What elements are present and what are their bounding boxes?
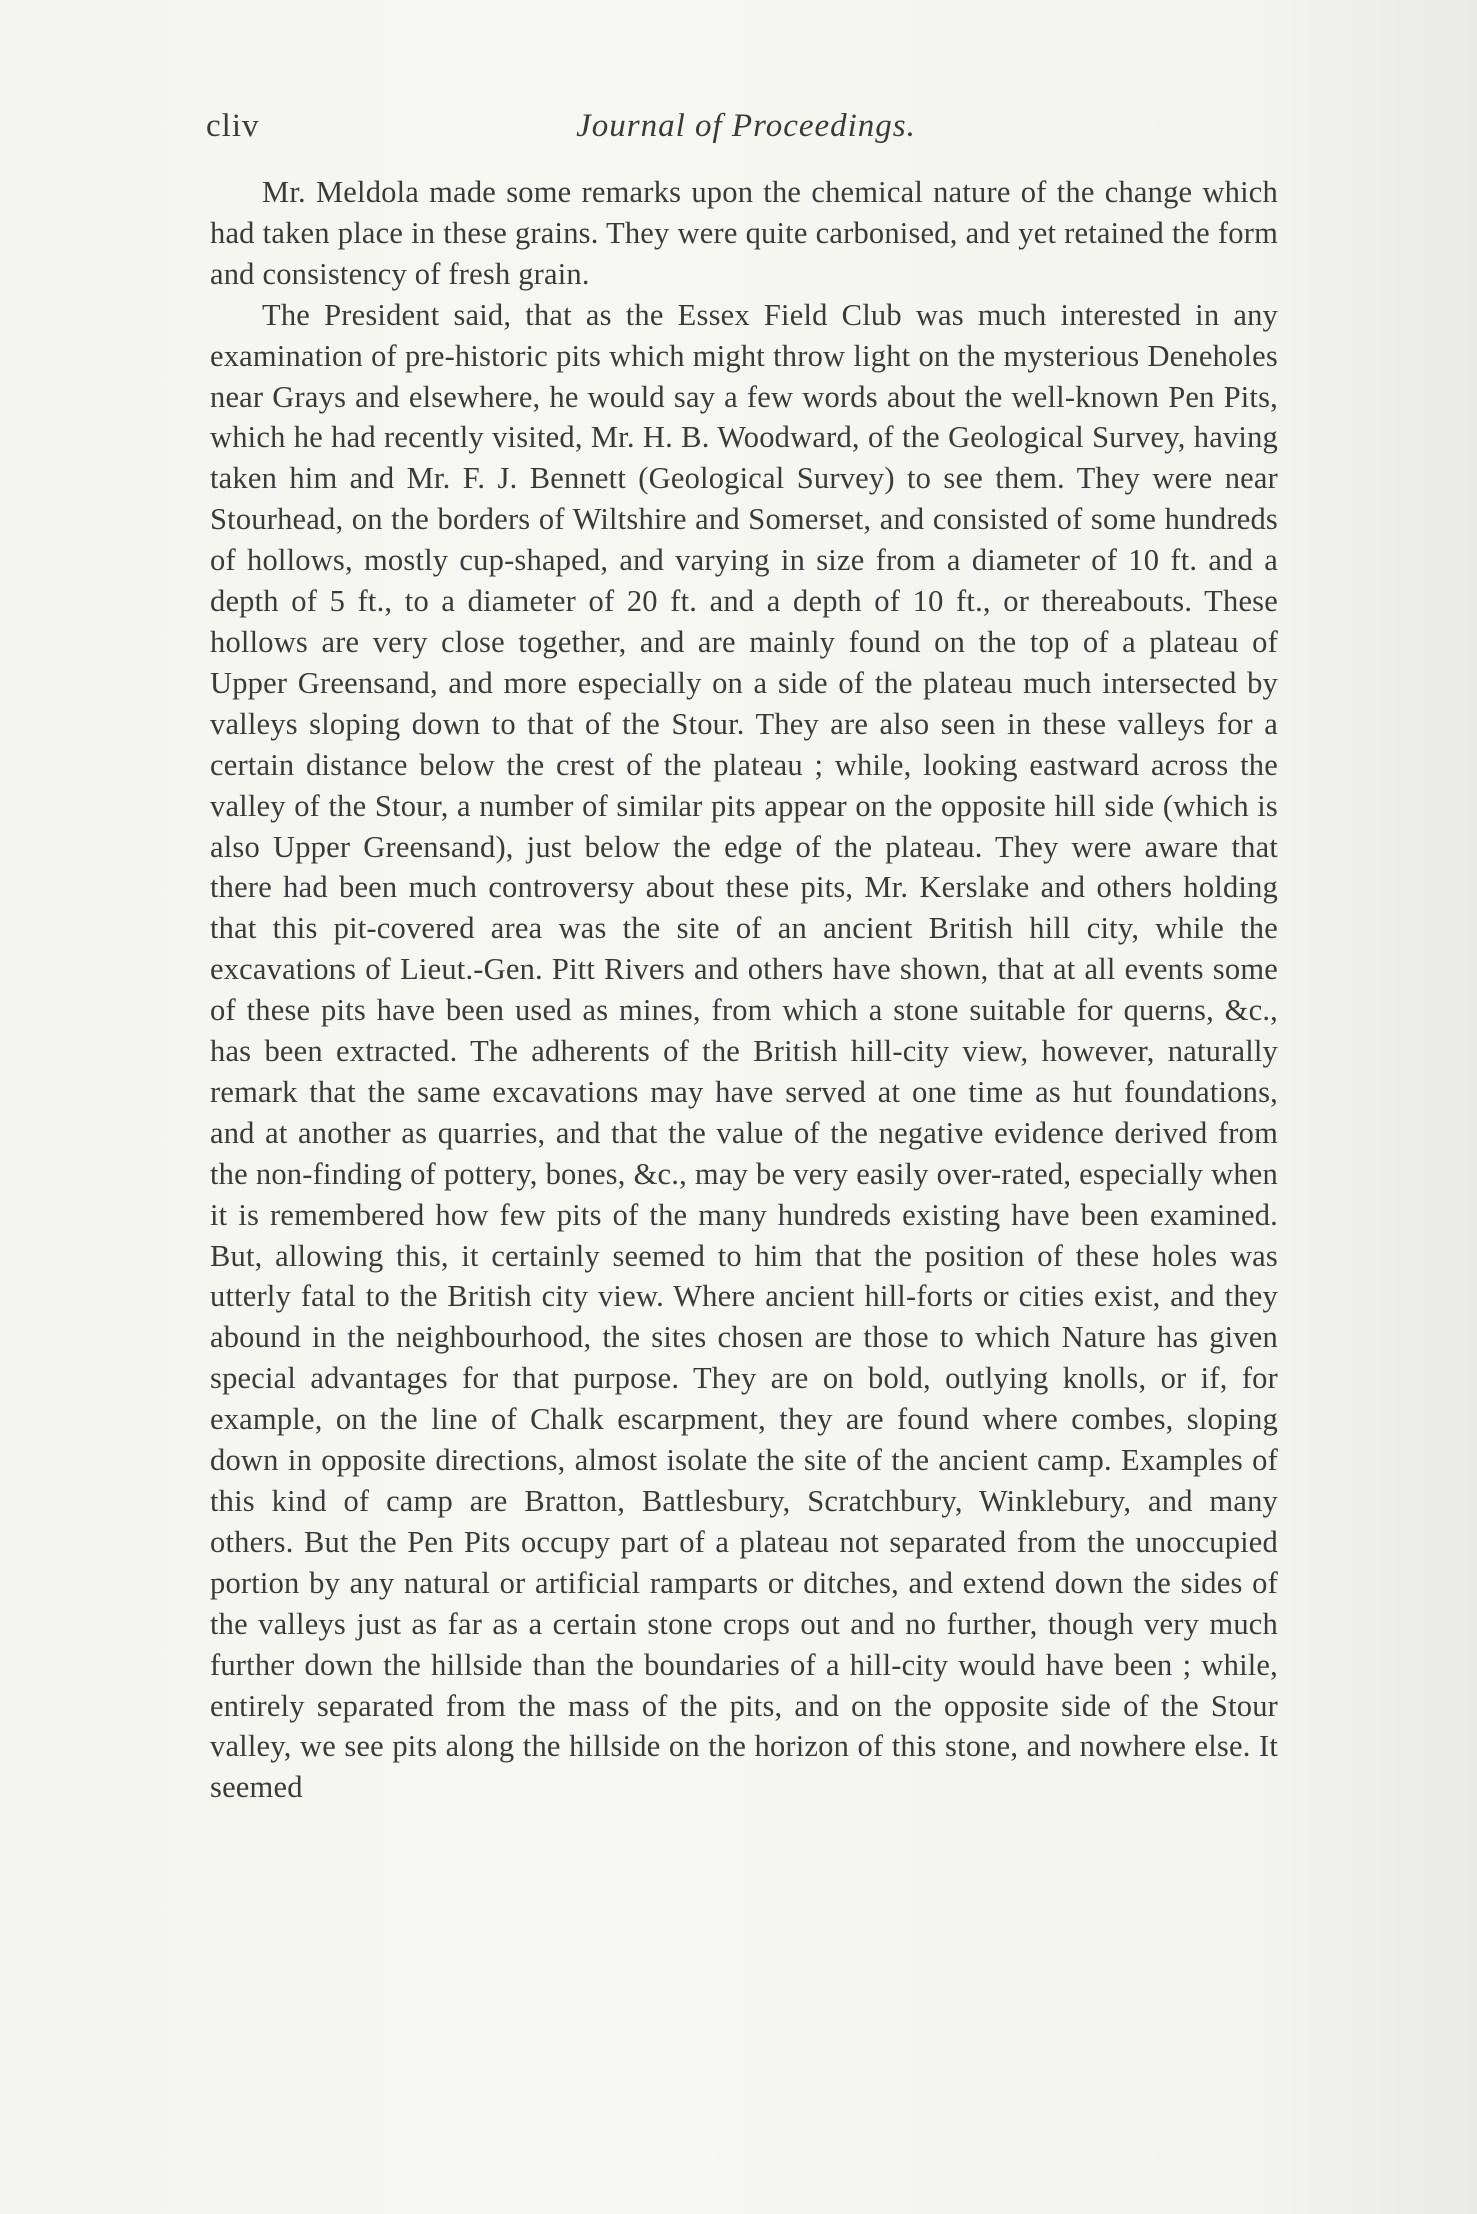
page-number: cliv: [206, 108, 260, 144]
running-title: Journal of Proceedings.: [576, 108, 916, 144]
paragraph-president: The President said, that as the Essex Field Club was much interested in any examination of pre-historic pits which might throw light on the mysterious Deneholes near Grays and elsewhere, he would say a few words about the well-known Pen Pits, which he had recently visited, Mr. H. B. Woodward, of the Geological Survey, having taken him and Mr. F. J. Bennett (Geological Survey) to see them. They were near Stourhead, on the borders of Wiltshire and Somerset, and consisted of some hundreds of hollows, mostly cup-shaped, and varying in size from a diameter of 10 ft. and a depth of 5 ft., to a diameter of 20 ft. and a depth of 10 ft., or thereabouts. These hollows are very close together, and are mainly found on the top of a plateau of Upper Greensand, and more especially on a side of the plateau much intersected by valleys sloping down to that of the Stour. They are also seen in these valleys for a certain distance below the crest of the plateau ; while, looking eastward across the valley of the Stour, a number of similar pits appear on the opposite hill side (which is also Upper Greensand), just below the edge of the plateau. They were aware that there had been much controversy about these pits, Mr. Kerslake and others holding that this pit-covered area was the site of an ancient British hill city, while the excavations of Lieut.-Gen. Pitt Rivers and others have shown, that at all events some of these pits have been used as mines, from which a stone suitable for querns, &c., has been extracted. The adherents of the British hill-city view, however, naturally remark that the same excavations may have served at one time as hut foundations, and at another as quarries, and that the value of the negative evidence derived from the non-finding of pottery, bones, &c., may be very easily over-rated, especially when it is remembered how few pits of the many hundreds existing have been examined. But, allowing this, it certainly seemed to him that the position of these holes was utterly fatal to the British city view. Where ancient hill-forts or cities exist, and they abound in the neighbourhood, the sites chosen are those to which Nature has given special advantages for that purpose. They are on bold, outlying knolls, or if, for example, on the line of Chalk escarpment, they are found where combes, sloping down in opposite directions, almost isolate the site of the ancient camp. Examples of this kind of camp are Bratton, Battlesbury, Scratchbury, Winklebury, and many others. But the Pen Pits occupy part of a plateau not separated from the unoccupied portion by any natural or artificial ramparts or ditches, and extend down the sides of the valleys just as far as a certain stone crops out and no further, though very much further down the hillside than the boundaries of a hill-city would have been ; while, entirely separated from the mass of the pits, and on the opposite side of the Stour valley, we see pits along the hillside on the horizon of this stone, and nowhere else. It seemed: [210, 297, 1278, 1805]
running-header: [206, 104, 1286, 148]
paragraph-meldola: Mr. Meldola made some remarks upon the chemical nature of the change which had taken place in these grains. They were quite carbonised, and yet retained the form and consistency of fresh grain.: [210, 175, 1278, 291]
body-text: [210, 172, 1278, 1808]
